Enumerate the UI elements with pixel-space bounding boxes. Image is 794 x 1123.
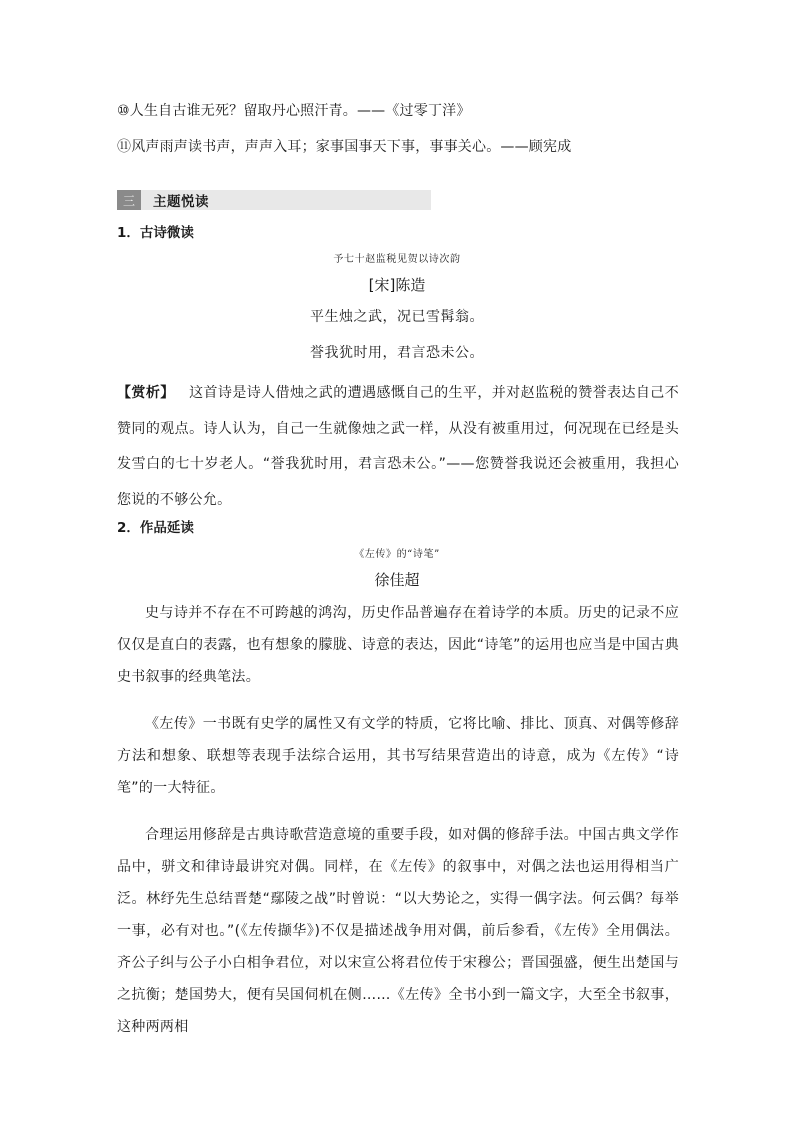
section-header xyxy=(117,190,431,210)
poem-title: 予七十赵监税见贺以诗次韵 xyxy=(333,254,461,265)
subsection-heading: 2．作品延读 xyxy=(117,520,194,536)
section-number: 三 xyxy=(117,190,141,210)
quote-line: ⑪风声雨声读书声，声声入耳；家事国事天下事，事事关心。——顾宪成 xyxy=(117,139,572,155)
section-title: 主题悦读 xyxy=(153,194,209,210)
appreciation-label: 【赏析】 xyxy=(117,385,175,401)
essay-paragraph: 合理运用修辞是古典诗歌营造意境的重要手段，如对偶的修辞手法。中国古典文学作品中，骈文和律诗最讲究对偶。同样，在《左传》的叙事中，对偶之法也运用得相当广泛。林纾先生总结晋楚“鄢陵之战”时曾说：“以大势论之，实得一偶字法。何云偶？每举一事，必有对也。”(《左传撷华》)不仅是描述战争用对偶，前后参看，《左传》全用偶法。齐公子纠与公子小白相争君位，对以宋宣公将君位传于宋穆公；晋国强盛，便生出楚国与之抗衡；楚国势大，便有吴国伺机在侧……《左传》全书小到一篇文字，大至全书叙事，这种两两相 xyxy=(117,827,679,1035)
essay-paragraph: 《左传》一书既有史学的属性又有文学的特质，它将比喻、排比、顶真、对偶等修辞方法和想象、联想等表现手法综合运用，其书写结果营造出的诗意，成为《左传》“诗笔”的一大特征。 xyxy=(117,716,679,796)
poem-line: 誉我犹时用，君言恐未公。 xyxy=(310,345,484,361)
appreciation-paragraph xyxy=(117,376,679,518)
essay-author: 徐佳超 xyxy=(374,571,420,589)
essay-title: 《左传》的“诗笔” xyxy=(354,549,440,560)
appreciation-text: 这首诗是诗人借烛之武的遭遇感慨自己的生平，并对赵监税的赞誉表达自己不赞同的观点。诗人认为，自己一生就像烛之武一样，从没有被重用过，何况现在已经是头发雪白的七十岁老人。“誉我犹时用，君言恐未公。”——您赞誉我说还会被重用，我担心您说的不够公允。 xyxy=(117,385,679,508)
subsection-heading: 1．古诗微读 xyxy=(117,225,194,241)
poem-author: [宋]陈造 xyxy=(368,276,426,294)
quote-line: ⑩人生自古谁无死？留取丹心照汗青。——《过零丁洋》 xyxy=(117,103,471,119)
poem-line: 平生烛之武，况已雪髯翁。 xyxy=(310,309,484,325)
essay-paragraph: 史与诗并不存在不可跨越的鸿沟，历史作品普遍存在着诗学的本质。历史的记录不应仅仅是直白的表露，也有想象的朦胧、诗意的表达，因此“诗笔”的运用也应当是中国古典史书叙事的经典笔法。 xyxy=(117,605,679,685)
